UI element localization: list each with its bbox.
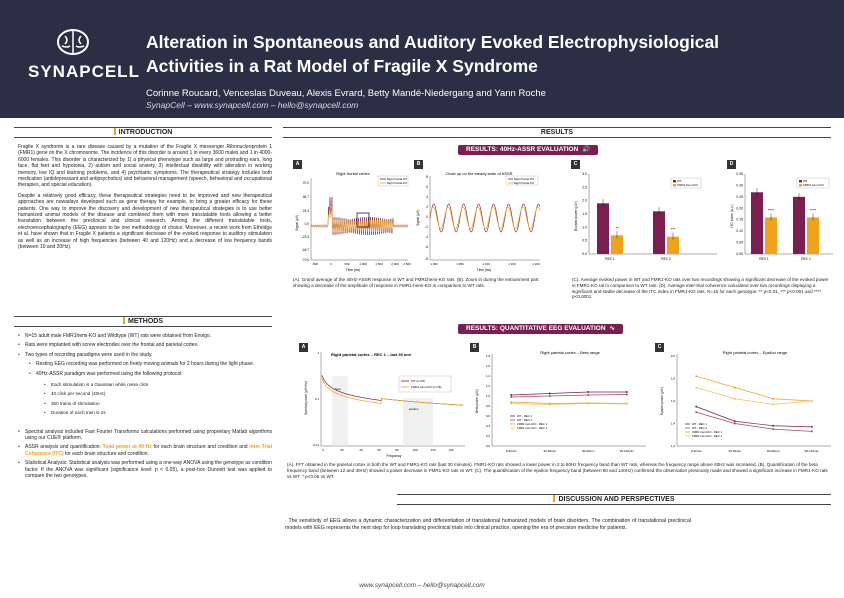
poster-title [146,30,806,78]
y-label: Evoked power (µV²) [574,200,578,232]
series-wt-line [430,204,540,232]
svg-text:1 050: 1 050 [456,262,464,266]
bar [653,211,665,254]
y-tick: 1,8 [670,376,675,381]
legend-swatch-wt [799,180,802,182]
y-tick: 1,6 [485,364,490,368]
method-item: • ASSR analysis and quantification: Total power at 40 Hz for each brain structure and condition and Inter-Trial Coherence (ITC) for each brain structure and condition. [18,444,272,457]
svg-text:23,3: 23,3 [302,209,309,213]
results-header: RESULTS [283,127,831,138]
bar [597,203,609,254]
svg-text:120: 120 [430,448,436,452]
y-tick: 0,2 [485,434,490,438]
method-item: • Two types of recording paradigms were used in the study. • Resting EEG recording was performed on freely moving animals for 2 hours during the light phase. • 40Hz-ASSR paradigm was performed using the following protocol: • Each stimulation is a Gaussian white noise click • 40 click per second (40Hz) • 360 trains of stimulation • Duration of each train is 2s [18,352,272,417]
legend-entry: FMR1 hemi-KO - REC 1 [692,430,723,434]
eeg-caption: (A). FFT obtained in the parietal cortex in both the WT and FMR1-KO rats (last 30 minutes). FMR1-KO rats showed a lower power in 2 to 60Hz frequency band than WT rats, whereas the frequency range above 60Hz was increased. (B). Quantification of the beta frequency band (between 12 and 30Hz) showed a power decrease in FMR1-KO rats vs WT. (C). The quantification of the epsilon frequency band (between 90 and 140Hz) confirmed the observation previously made and showed a significant increase in FMR1-KO rats vs WT. * p<0.05 vs WT. [287,462,828,479]
eeg-chart-b [470,346,650,458]
y-tick: 0.10 [736,229,743,234]
legend-ko: FMR1 hemi-KO (n=15) [411,385,442,389]
significance-stars: **** [767,207,775,213]
method-item: • Spectral analysis included Fast Fourier Transforms calculations performed using proprietary Matlab algorithms using our CUE® platform. [18,429,272,442]
series-ko-line [311,206,408,232]
assr-chart-b [414,168,544,276]
x-tick: 90-120min [619,449,634,453]
legend-wt: WT (n=15) [411,379,426,383]
series-line [696,407,812,427]
discussion-header: DISCUSSION AND PERSPECTIVES [397,494,831,505]
svg-text:70,0: 70,0 [302,181,309,185]
svg-text:60: 60 [377,448,381,452]
svg-text:-500: -500 [311,262,319,266]
method-item: • Statistical Analysis: Statistical analysis was performed using a one-way ANOVA using the genotype as condition factor. If the ANOVA was significant (significance level: p < 0.05), a post-hoc Dunnett test was applied to compare the two genotypes. [18,460,272,479]
y-tick: 1.0 [582,225,587,230]
methods-header: METHODS [14,316,272,327]
y-tick: 1,0 [485,394,490,398]
legend-entry: FMR1 hemi-KO - REC 2 [517,426,548,430]
x-tick: REC 1 [759,257,769,261]
chart-title: Close up on the steady state of ASSR [445,171,513,176]
significance-stars: *** [670,226,676,232]
y-tick: 1,6 [670,399,675,403]
x-tick: 90-120min [804,449,819,453]
methods-text [18,333,272,483]
svg-text:2: 2 [426,205,428,209]
synapcell-logo [28,28,140,82]
y-ticks [302,181,309,262]
logo-name: SYNAPCELL [28,62,140,81]
panel-label: B [414,160,423,169]
svg-text:80: 80 [395,448,399,452]
legend-ko: FMR1 hemi-KO [677,183,698,188]
method-subitem: • 40Hz-ASSR paradigm was performed using the following protocol: • Each stimulation is a Gaussian white noise click • 40 click per second (40Hz) • 360 trains of stimulation • Duration of each train is 2s [29,371,272,417]
epsilon-band-highlight [403,398,433,446]
series-line [696,376,812,401]
svg-text:2 500: 2 500 [403,262,411,266]
y-tick: 0.5 [582,238,587,243]
brain-icon [28,28,118,62]
svg-text:0: 0 [322,448,324,452]
panel-label: C [571,160,580,169]
y-tick: 0,6 [485,414,490,418]
y-tick: 2,0 [670,354,675,358]
x-tick: REC 2 [801,257,811,261]
title-line-1: Alteration in Spontaneous and Auditory Evoked Electrophysiological [146,32,720,52]
legend-ko: Right frontal KO [514,181,534,185]
svg-text:1 000: 1 000 [430,262,438,266]
legend-ko: Right frontal KO [387,181,407,185]
introduction-text [18,144,272,255]
y-label: Epsilon power (µV²) [660,386,664,416]
legend-wt: Right frontal WT [387,177,408,181]
svg-text:6: 6 [426,185,428,189]
y-tick: 1,2 [485,384,490,388]
svg-text:-70,0: -70,0 [301,258,309,262]
y-label: ITC index (a.u.) [730,204,734,228]
bar [807,217,819,254]
svg-text:-46,7: -46,7 [301,248,309,252]
svg-text:1: 1 [317,351,319,355]
epsilon-annotation: epsilon [409,407,419,411]
protocol-item: • Each stimulation is a Gaussian white noise click [44,382,272,388]
y-label: Signal (µV) [416,210,420,226]
chart-title: Right parietal cortex – REC 1 – last 30 min [330,352,412,357]
legend-entry: FMR1 hemi-KO - REC 2 [692,434,723,438]
x-ticks [506,449,634,453]
svg-text:20: 20 [340,448,344,452]
assr-chart-a [293,168,413,276]
bar [793,197,805,254]
series-line [511,402,627,404]
site-line: SynapCell – www.synapcell.com – hello@synapcell.com [146,100,359,110]
footer: www.synapcell.com – hello@synapcell.com [359,582,485,589]
legend-swatch-wt [673,180,676,182]
svg-text:0,01: 0,01 [313,443,319,447]
legend-swatch-ko [673,184,676,186]
x-label: Time (ms) [476,268,492,272]
y-label: Signal (µV) [295,215,299,231]
svg-text:40: 40 [359,448,363,452]
significance-stars: **** [809,207,817,213]
x-label: Frequency [386,454,402,458]
y-tick: 0.20 [736,206,743,211]
y-ticks [736,172,743,256]
y-tick: 1,2 [670,444,675,448]
y-tick: 3.0 [582,172,587,176]
x-tick: REC 1 [605,257,615,261]
legend-wt: WT [803,179,808,184]
method-item: • Rats were implanted with screw electrodes over the frontal and parietal cortex. [18,342,272,348]
svg-text:1 100: 1 100 [482,262,490,266]
x-tick: REC 2 [661,257,671,261]
y-ticks [582,172,587,256]
y-tick: 1,4 [485,374,490,378]
y-tick: 0,8 [485,404,490,408]
authors: Corinne Roucard, Venceslas Duveau, Alexis Evrard, Betty Mandé-Niedergang and Yann Roche [146,88,546,99]
bar [765,217,777,254]
legend-wt: WT [677,179,682,184]
legend [685,422,723,438]
y-tick: 2.0 [582,198,587,203]
chart-title: Right parietal cortex – Epsilon range [722,350,788,355]
y-tick: 0.35 [736,172,743,176]
y-tick: 0,4 [485,424,490,428]
svg-text:1 200: 1 200 [532,262,540,266]
introduction-header: INTRODUCTION [14,127,272,138]
y-tick: 1,4 [670,421,675,426]
legend-entry: WT - REC 1 [517,414,533,418]
panel-label: A [299,343,308,352]
x-ticks [691,449,819,453]
y-tick: 0,0 [485,444,490,448]
svg-text:500: 500 [344,262,350,266]
y-ticks [425,175,428,261]
y-tick: 0.15 [736,217,743,222]
legend-entry: WT - REC 2 [517,418,533,422]
eeg-results-banner: RESULTS: QUANTITATIVE EEG EVALUATION ∿ [458,324,623,334]
x-tick: 30-60min [543,449,557,453]
eeg-wave-icon: ∿ [609,325,615,332]
poster-header [0,0,844,118]
chart-title: Right parietal cortex – Beta range [540,350,600,355]
svg-text:-23,3: -23,3 [301,235,309,239]
intro-paragraph-1: Fragile X syndrome is a rare disease caused by a mutation of the Fragile X messenger Ribonucleoprotein 1 (FMR1) gene on the X chromosome. The incidence of this disorder is around 1 in every 3600 males and 1 in 4000-6000 females. This disorder is characterized by 1) a physical phenotype such as large and protruding ears, long face, flat feet and hypotonia, 2) autism and social anxiety, 3) intellectual disability with alteration in working memory, low IQ and learning problems, and 4) psychiatric symptoms. The therapeutical strategy includes both medication (antidepressant and antipsychotics) and behavioral management (speech, behavioral and occupational therapies, and special education). [18,144,272,189]
svg-text:1 000: 1 000 [359,262,367,266]
legend [510,414,548,430]
assr-chart-d [727,168,837,268]
svg-text:1 150: 1 150 [508,262,516,266]
y-tick: 0.05 [736,240,743,245]
svg-text:-8: -8 [425,257,428,261]
y-ticks [671,354,676,448]
speaker-icon: 🔊 [582,146,591,153]
x-tick: 0-30min [690,449,702,453]
eeg-chart-c [655,346,835,458]
x-ticks [430,262,540,266]
legend-swatch-ko [799,184,802,186]
method-item: • N=15 adult male FMR1hemi-KO and Wildtype (WT) rats were obtained from Envigo. [18,333,272,339]
svg-text:0: 0 [426,215,428,219]
assr-results-banner: RESULTS: 40Hz-ASSR EVALUATION 🔊 [458,145,598,155]
protocol-item: • 40 click per second (40Hz) [44,391,272,397]
y-tick: 1,8 [485,354,490,358]
y-label: Beta power (µV²) [475,388,479,414]
y-label: Spectral power (µV²/Hz) [304,380,308,416]
panel-label: C [655,343,664,352]
chevron-icon: › [285,518,287,524]
svg-text:46,7: 46,7 [302,195,309,199]
svg-text:-2: -2 [425,225,428,229]
svg-text:1 500: 1 500 [375,262,383,266]
x-tick: 30-60min [728,449,742,453]
panel-label: A [293,160,302,169]
significance-stars: ** [615,225,619,231]
svg-text:0,1: 0,1 [314,397,319,401]
svg-text:140: 140 [448,448,454,452]
x-tick: 60-90min [766,449,780,453]
title-line-2: Activities in a Rat Model of Fragile X Syndrome [146,56,538,76]
bar [751,192,763,254]
y-tick: 1.5 [582,212,587,216]
discussion-text: › The sensitivity of EEG allows a dynamic characterization and differentiation of translational humanized models of brain disorders. The combination of translational preclinical models with EEG represents the next step for loop translating preclinical trials into clinical practice, opening the era of precision medicine for patients. [285,518,691,531]
panel-label: B [470,343,479,352]
x-label: Time (ms) [345,268,361,272]
legend-entry: FMR1 hemi-KO - REC 1 [517,422,548,426]
eeg-chart-a [299,348,469,460]
svg-text:0,0: 0,0 [304,222,309,226]
legend-entry: WT - REC 1 [692,422,708,426]
y-tick: 2.5 [582,185,587,190]
svg-text:100: 100 [412,448,418,452]
protocol-item: • Duration of each train is 2s [44,410,272,416]
y-tick: 0.30 [736,183,743,188]
x-tick: 0-30min [505,449,517,453]
y-ticks [486,354,491,448]
x-ticks [322,448,454,452]
beta-annotation: beta [335,387,341,391]
panel-label: D [727,160,736,169]
intro-paragraph-2: Despite a relatively good efficacy, these therapeutical strategies need to be improved and new therapeutical approaches are nowadays developed such as gene therapy for example, to bring a greater efficacy for these patients. One way to improve the discovery and development of new therapeutical strategies is to use better humanized animal models of the disease and combined them with more translatable tools allowing a better translation between the preclinical and clinical research. Among the different translatable tools, electroencephalography (EEG) appears to be one methodology of choice. Moreover, a recent work from Ethridge et al. have shown that in Fragile X patients a significant decrease of the evoked response to auditory stimulation as well as an increase of high frequencies (between 40 and 120Hz) and a decrease of low frequency bands (between 10 and 20Hz). [18,192,272,251]
svg-text:-4: -4 [425,235,428,239]
y-tick: 0.25 [736,194,743,199]
chart-title: Right frontal cortex [336,171,370,176]
svg-text:-6: -6 [425,245,428,249]
protocol-item: • 360 trains of stimulation [44,401,272,407]
svg-text:2 000: 2 000 [391,262,399,266]
series-line [511,404,627,405]
series-line [696,388,812,405]
legend-entry: WT - REC 2 [692,426,708,430]
svg-text:8: 8 [426,175,428,179]
y-ticks [313,351,319,447]
x-ticks [312,262,411,266]
y-tick: 0.00 [736,252,743,256]
svg-text:4: 4 [426,195,428,199]
svg-text:0: 0 [330,262,332,266]
legend-wt: Right frontal WT [514,177,535,181]
series-ko-line [430,207,540,229]
series-line [511,395,627,398]
assr-chart-c [571,168,721,268]
series-line [696,412,812,431]
x-tick: 60-90min [581,449,595,453]
legend-ko: FMR1 hemi-KO [803,183,824,188]
assr-caption-ab: (A). Grand average of the 40Hz-ASSR response in WT and FMR1hemi-KO rats. (B). Zoom in during the entrainment part showing a decrease of the amplitude of response in FMR1-hemi-KO in comparison to WT rats. [293,277,539,288]
y-tick: 0.0 [582,252,587,256]
method-subitem: • Resting EEG recording was performed on freely moving animals for 2 hours during the light phase. [29,361,272,367]
assr-caption-cd: (C). Average evoked power in WT and FMR1-KO rats over two recordings showing a significant decrease of the evoked power in FMR1-KO rat in comparison to WT rats. (D). Average inter-trial coherence calculated over two recordings displaying a significant and stable decrease of the ITC index in FMR1-KO rats. N=15 for each genotype. ** p<0.01, *** p<0.001 and **** p<0.0001. [572,277,829,300]
